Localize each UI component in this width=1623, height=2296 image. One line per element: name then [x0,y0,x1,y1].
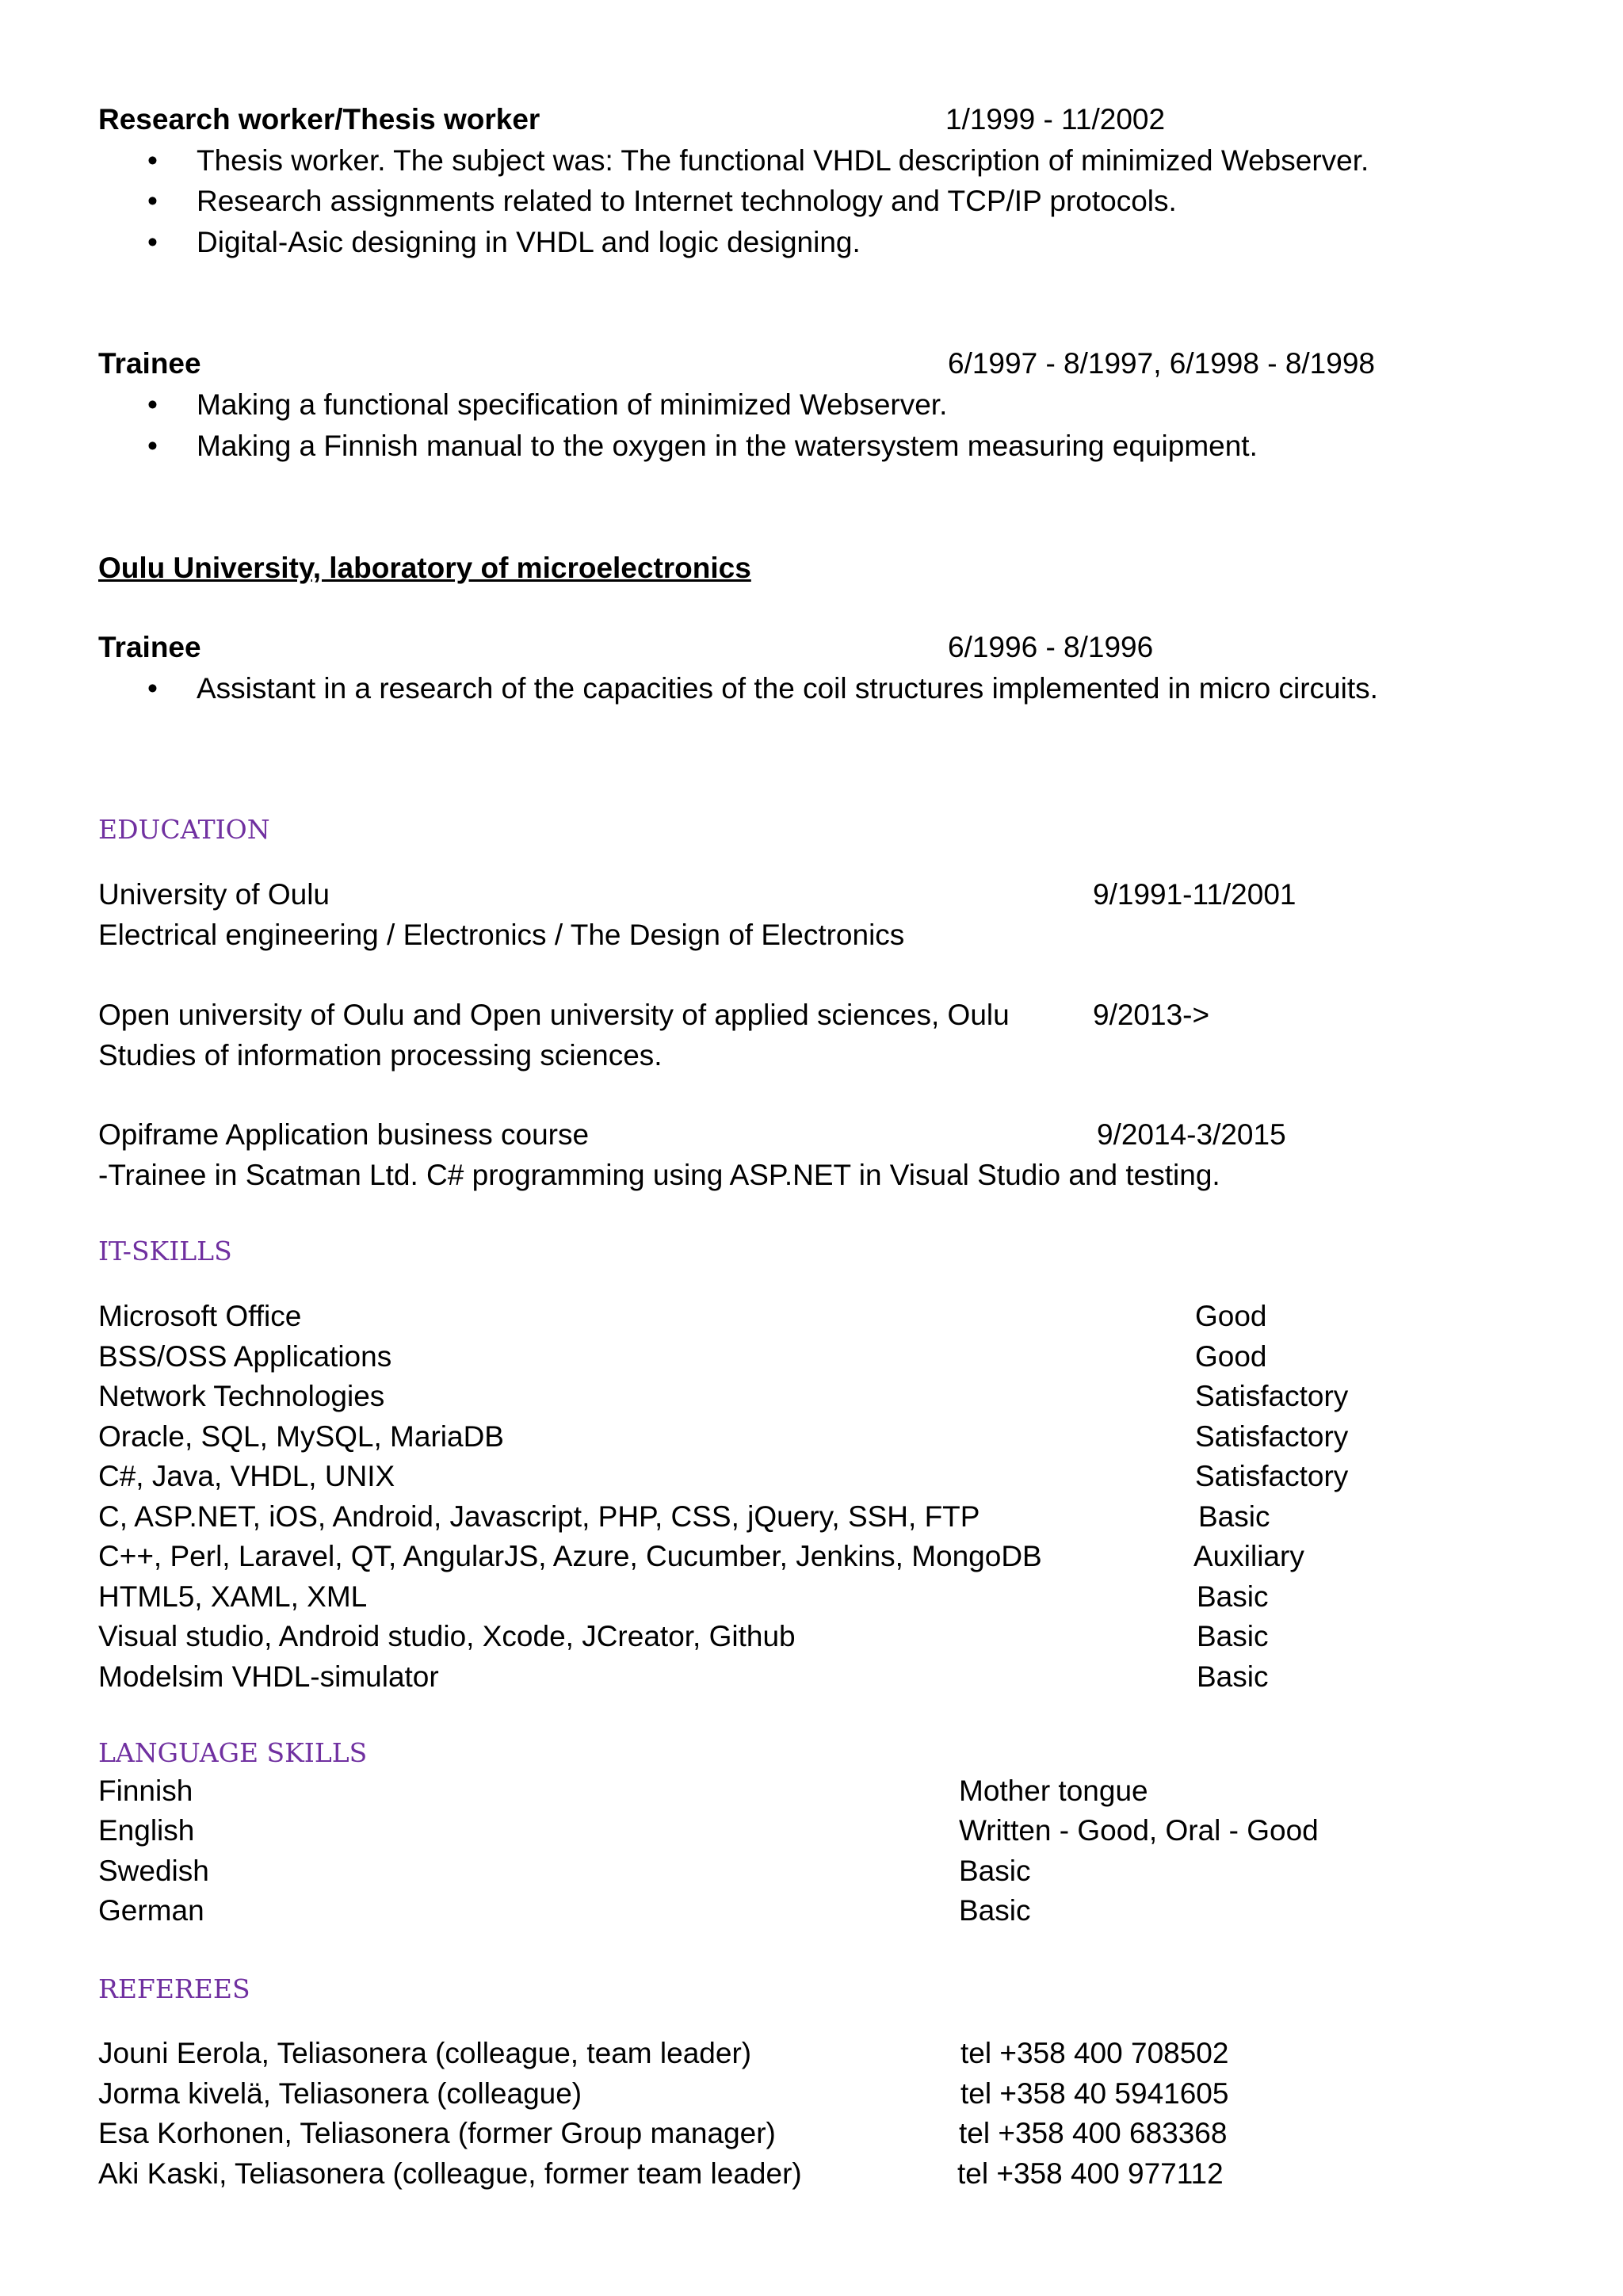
bullet-icon: • [147,226,158,258]
education-school: Opiframe Application business course [98,1118,590,1151]
education-dates: 9/2013-> [1093,999,1210,1031]
skill-name: Oracle, SQL, MySQL, MariaDB [98,1420,504,1453]
language-name: German [98,1894,204,1927]
language-level: Mother tongue [959,1775,1148,1807]
job-bullet: Making a functional specification of minimized Webserver. [197,388,948,421]
language-level: Basic [959,1855,1031,1887]
job-bullet: Digital-Asic designing in VHDL and logic designing. [197,226,861,258]
bullet-icon: • [147,430,158,462]
skill-level: Good [1195,1300,1267,1332]
job-title: Trainee [98,631,201,663]
referee-name: Aki Kaski, Teliasonera (colleague, former team leader) [98,2157,802,2190]
job-bullet: Research assignments related to Internet technology and TCP/IP protocols. [197,185,1177,217]
skill-level: Basic [1197,1620,1269,1652]
referee-phone: tel +358 400 708502 [960,2037,1229,2069]
skill-level: Basic [1198,1500,1270,1533]
job-dates: 6/1997 - 8/1997, 6/1998 - 8/1998 [948,347,1375,380]
language-name: Finnish [98,1775,193,1807]
bullet-icon: • [147,672,158,705]
education-detail: Studies of information processing sciences. [98,1039,663,1072]
education-dates: 9/2014-3/2015 [1097,1118,1286,1151]
skill-name: Modelsim VHDL-simulator [98,1660,439,1693]
job-dates: 6/1996 - 8/1996 [948,631,1154,663]
skill-name: Microsoft Office [98,1300,302,1332]
referee-phone: tel +358 400 683368 [959,2117,1228,2149]
language-name: English [98,1814,195,1847]
bullet-icon: • [147,185,158,217]
skill-name: C++, Perl, Laravel, QT, AngularJS, Azure, Cucumber, Jenkins, MongoDB [98,1540,1042,1572]
referee-phone: tel +358 400 977112 [957,2157,1224,2190]
language-name: Swedish [98,1855,209,1887]
employer-name: Oulu University, laboratory of microelectronics [98,552,751,584]
skill-level: Satisfactory [1195,1380,1349,1412]
job-title: Research worker/Thesis worker [98,103,540,136]
referee-phone: tel +358 40 5941605 [960,2077,1229,2110]
job-bullet: Thesis worker. The subject was: The functional VHDL description of minimized Webserver. [197,144,1369,177]
skill-level: Basic [1197,1580,1269,1613]
bullet-icon: • [147,144,158,177]
skill-name: C, ASP.NET, iOS, Android, Javascript, PHP, CSS, jQuery, SSH, FTP [98,1500,980,1533]
it-skills-heading: IT-SKILLS [98,1236,232,1266]
skill-level: Basic [1197,1660,1269,1693]
education-heading: EDUCATION [98,814,270,845]
referees-heading: REFEREES [98,1973,250,2004]
skill-level: Auxiliary [1193,1540,1304,1572]
education-school: Open university of Oulu and Open university of applied sciences, Oulu [98,999,1010,1031]
referee-name: Esa Korhonen, Teliasonera (former Group manager) [98,2117,776,2149]
skill-level: Satisfactory [1195,1460,1349,1492]
skill-name: HTML5, XAML, XML [98,1580,368,1613]
education-school: University of Oulu [98,878,330,911]
job-bullet: Assistant in a research of the capacities of the coil structures implemented in micro circuits. [197,672,1378,705]
bullet-icon: • [147,388,158,421]
referee-name: Jouni Eerola, Teliasonera (colleague, team leader) [98,2037,752,2069]
language-skills-heading: LANGUAGE SKILLS [98,1737,368,1768]
education-detail: -Trainee in Scatman Ltd. C# programming using ASP.NET in Visual Studio and testing. [98,1159,1220,1191]
referee-name: Jorma kivelä, Teliasonera (colleague) [98,2077,582,2110]
language-level: Basic [959,1894,1031,1927]
language-level: Written - Good, Oral - Good [959,1814,1319,1847]
skill-name: Network Technologies [98,1380,385,1412]
education-dates: 9/1991-11/2001 [1093,878,1296,911]
job-title: Trainee [98,347,201,380]
job-dates: 1/1999 - 11/2002 [945,103,1166,136]
skill-name: Visual studio, Android studio, Xcode, JCreator, Github [98,1620,796,1652]
skill-level: Satisfactory [1195,1420,1349,1453]
education-detail: Electrical engineering / Electronics / The Design of Electronics [98,919,905,951]
skill-name: BSS/OSS Applications [98,1340,392,1373]
skill-name: C#, Java, VHDL, UNIX [98,1460,395,1492]
job-bullet: Making a Finnish manual to the oxygen in the watersystem measuring equipment. [197,430,1258,462]
skill-level: Good [1195,1340,1267,1373]
